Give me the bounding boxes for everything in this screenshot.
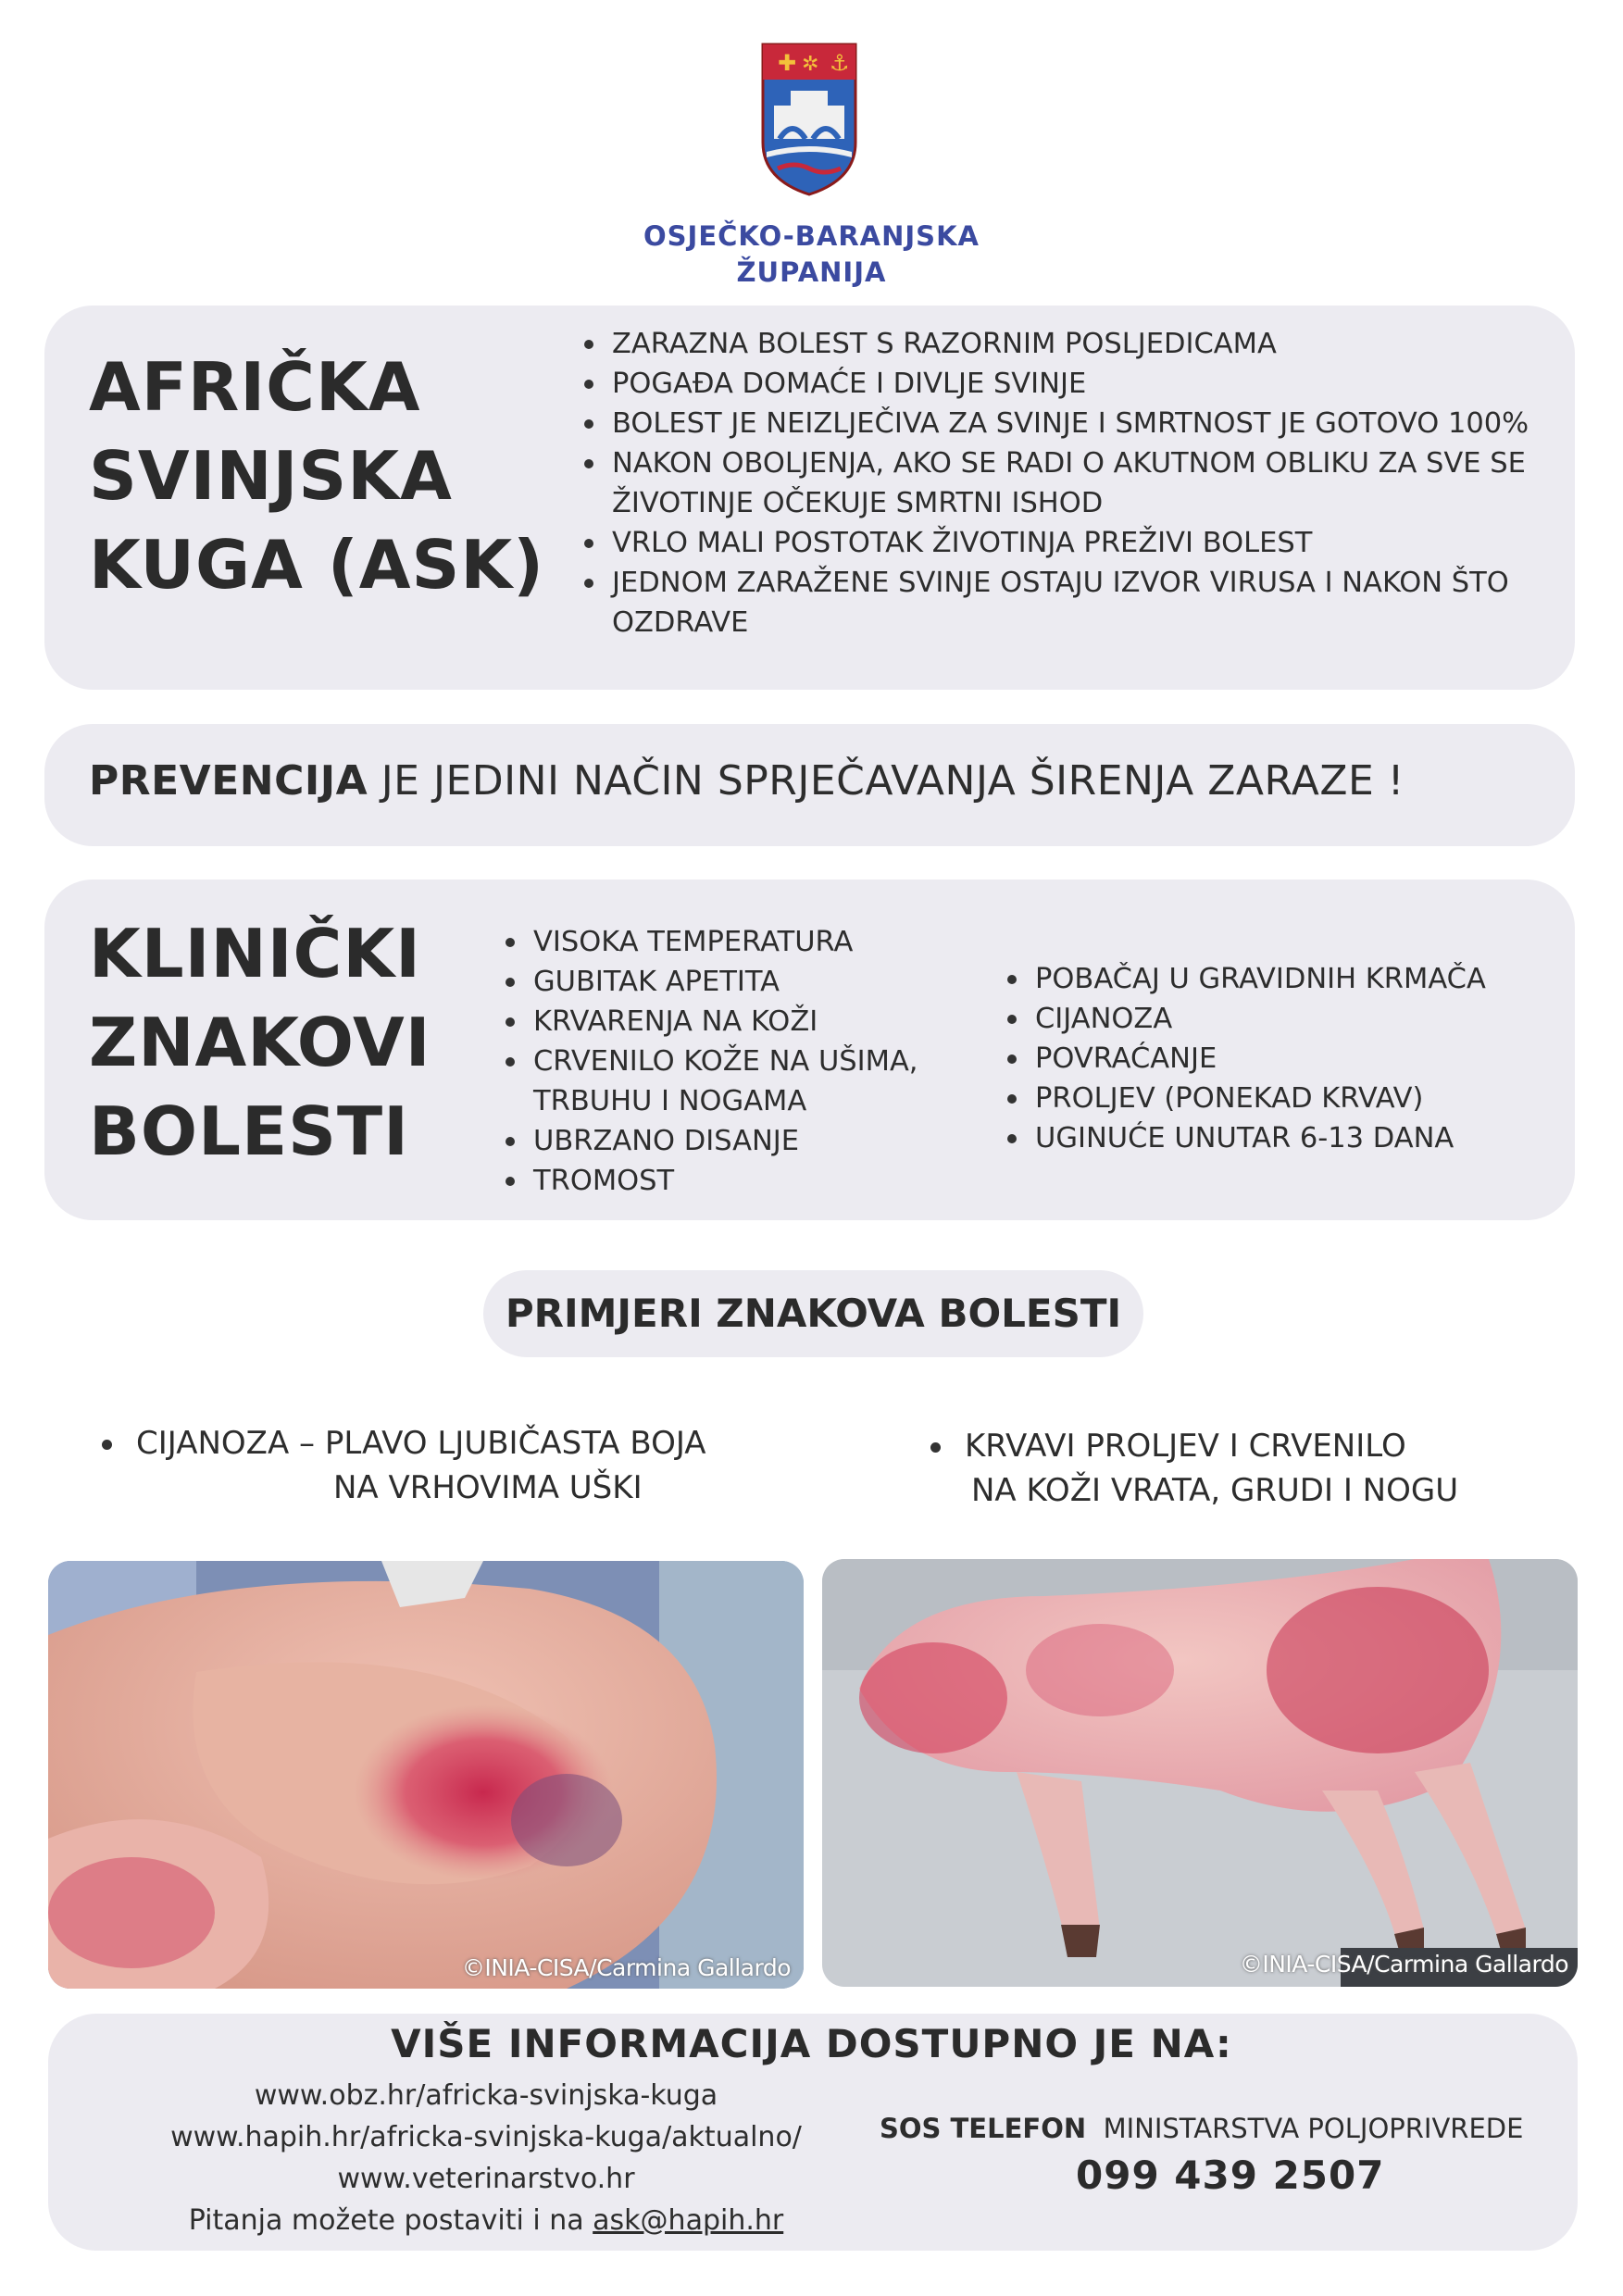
county-name-line2: ŽUPANIJA — [736, 256, 887, 288]
photo-hemorrhagic-pig — [822, 1559, 1578, 1987]
link-veterinarstvo[interactable]: www.veterinarstvo.hr — [337, 2163, 635, 2195]
ask-bullet: VRLO MALI POSTOTAK ŽIVOTINJA PREŽIVI BOLEST — [579, 523, 1542, 563]
clinical-sign: UGINUĆE UNUTAR 6-13 DANA — [1002, 1118, 1557, 1158]
caption-line: NA KOŽI VRATA, GRUDI I NOGU — [971, 1472, 1459, 1509]
link-obz[interactable]: www.obz.hr/africka-svinjska-kuga — [254, 2079, 718, 2112]
ask-bullet: BOLEST JE NEIZLJEČIVA ZA SVINJE I SMRTNOST JE GOTOVO 100% — [579, 404, 1542, 443]
clinical-sign: KRVARENJA NA KOŽI — [500, 1002, 944, 1042]
caption-line: NA VRHOVIMA UŠKI — [333, 1469, 643, 1506]
ask-bullet: NAKON OBOLJENJA, AKO SE RADI O AKUTNOM OBLIKU ZA SVE SE ŽIVOTINJE OČEKUJE SMRTNI ISHOD — [579, 443, 1542, 523]
prevention-keyword: PREVENCIJA — [89, 757, 368, 805]
pig-body-photo-icon — [822, 1559, 1578, 1987]
ask-bullet: POGAĐA DOMAĆE I DIVLJE SVINJE — [579, 364, 1542, 404]
clinical-sign: GUBITAK APETITA — [500, 962, 944, 1002]
caption-line: KRVAVI PROLJEV I CRVENILO — [965, 1428, 1406, 1465]
clinical-sign: UBRZANO DISANJE — [500, 1121, 944, 1161]
question-line — [139, 2204, 833, 2237]
clinical-signs-title — [89, 909, 431, 1176]
clinical-title-line: BOLESTI — [89, 1092, 409, 1170]
pig-ear-photo-icon — [48, 1561, 804, 1989]
example-caption-right — [930, 1424, 1579, 1513]
clinical-sign: VISOKA TEMPERATURA — [500, 922, 944, 962]
sos-label: SOS TELEFON — [880, 2113, 1087, 2144]
clinical-sign: PROLJEV (PONEKAD KRVAV) — [1002, 1079, 1557, 1118]
clinical-sign: POBAČAJ U GRAVIDNIH KRMAČA — [1002, 959, 1557, 999]
caption-line: CIJANOZA – PLAVO LJUBIČASTA BOJA — [136, 1425, 706, 1462]
ask-bullet-list — [579, 324, 1542, 643]
clinical-title-line: ZNAKOVI — [89, 1004, 431, 1081]
ask-bullet: JEDNOM ZARAŽENE SVINJE OSTAJU IZVOR VIRUSA I NAKON ŠTO OZDRAVE — [579, 563, 1542, 643]
county-name-line1: OSJEČKO-BARANJSKA — [643, 220, 980, 252]
clinical-sign: CIJANOZA — [1002, 999, 1557, 1039]
sos-phone-number[interactable]: 099 439 2507 — [1076, 2152, 1385, 2198]
clinical-signs-list-left — [500, 922, 944, 1201]
email-link[interactable]: ask@hapih.hr — [593, 2204, 784, 2237]
prevention-statement — [89, 757, 1405, 805]
ask-title-line: SVINJSKA — [89, 437, 453, 515]
example-caption-left — [102, 1421, 805, 1510]
bullet-icon — [102, 1440, 112, 1450]
ask-title-line: KUGA (ASK) — [89, 526, 545, 604]
county-coat-of-arms-icon — [757, 41, 861, 198]
svg-text:✲: ✲ — [802, 53, 819, 76]
clinical-title-line: KLINIČKI — [89, 915, 421, 992]
ask-title — [89, 343, 544, 609]
clinical-signs-list-right — [1002, 959, 1557, 1158]
ask-title-line: AFRIČKA — [89, 348, 421, 426]
sos-line — [880, 2113, 1523, 2144]
svg-text:✚: ✚ — [778, 50, 797, 76]
clinical-sign: CRVENILO KOŽE NA UŠIMA, TRBUHU I NOGAMA — [500, 1042, 944, 1121]
photo-cyanotic-ear — [48, 1561, 804, 1989]
prevention-text: JE JEDINI NAČIN SPRJEČAVANJA ŠIRENJA ZARAZE ! — [368, 757, 1405, 805]
photo-credit: ©INIA-CISA/Carmina Gallardo — [1239, 1951, 1568, 1978]
photo-credit: ©INIA-CISA/Carmina Gallardo — [461, 1954, 791, 1981]
info-title: VIŠE INFORMACIJA DOSTUPNO JE NA: — [391, 2021, 1232, 2066]
ask-bullet: ZARAZNA BOLEST S RAZORNIM POSLJEDICAMA — [579, 324, 1542, 364]
sos-ministry: MINISTARSTVA POLJOPRIVREDE — [1103, 2113, 1524, 2144]
bullet-icon — [930, 1442, 941, 1453]
clinical-sign: POVRAĆANJE — [1002, 1039, 1557, 1079]
link-hapih[interactable]: www.hapih.hr/africka-svinjska-kuga/aktualno/ — [170, 2121, 802, 2153]
svg-text:⚓: ⚓ — [830, 50, 850, 76]
examples-heading: PRIMJERI ZNAKOVA BOLESTI — [483, 1270, 1143, 1357]
clinical-sign: TROMOST — [500, 1161, 944, 1201]
question-text: Pitanja možete postaviti i na — [188, 2204, 593, 2237]
